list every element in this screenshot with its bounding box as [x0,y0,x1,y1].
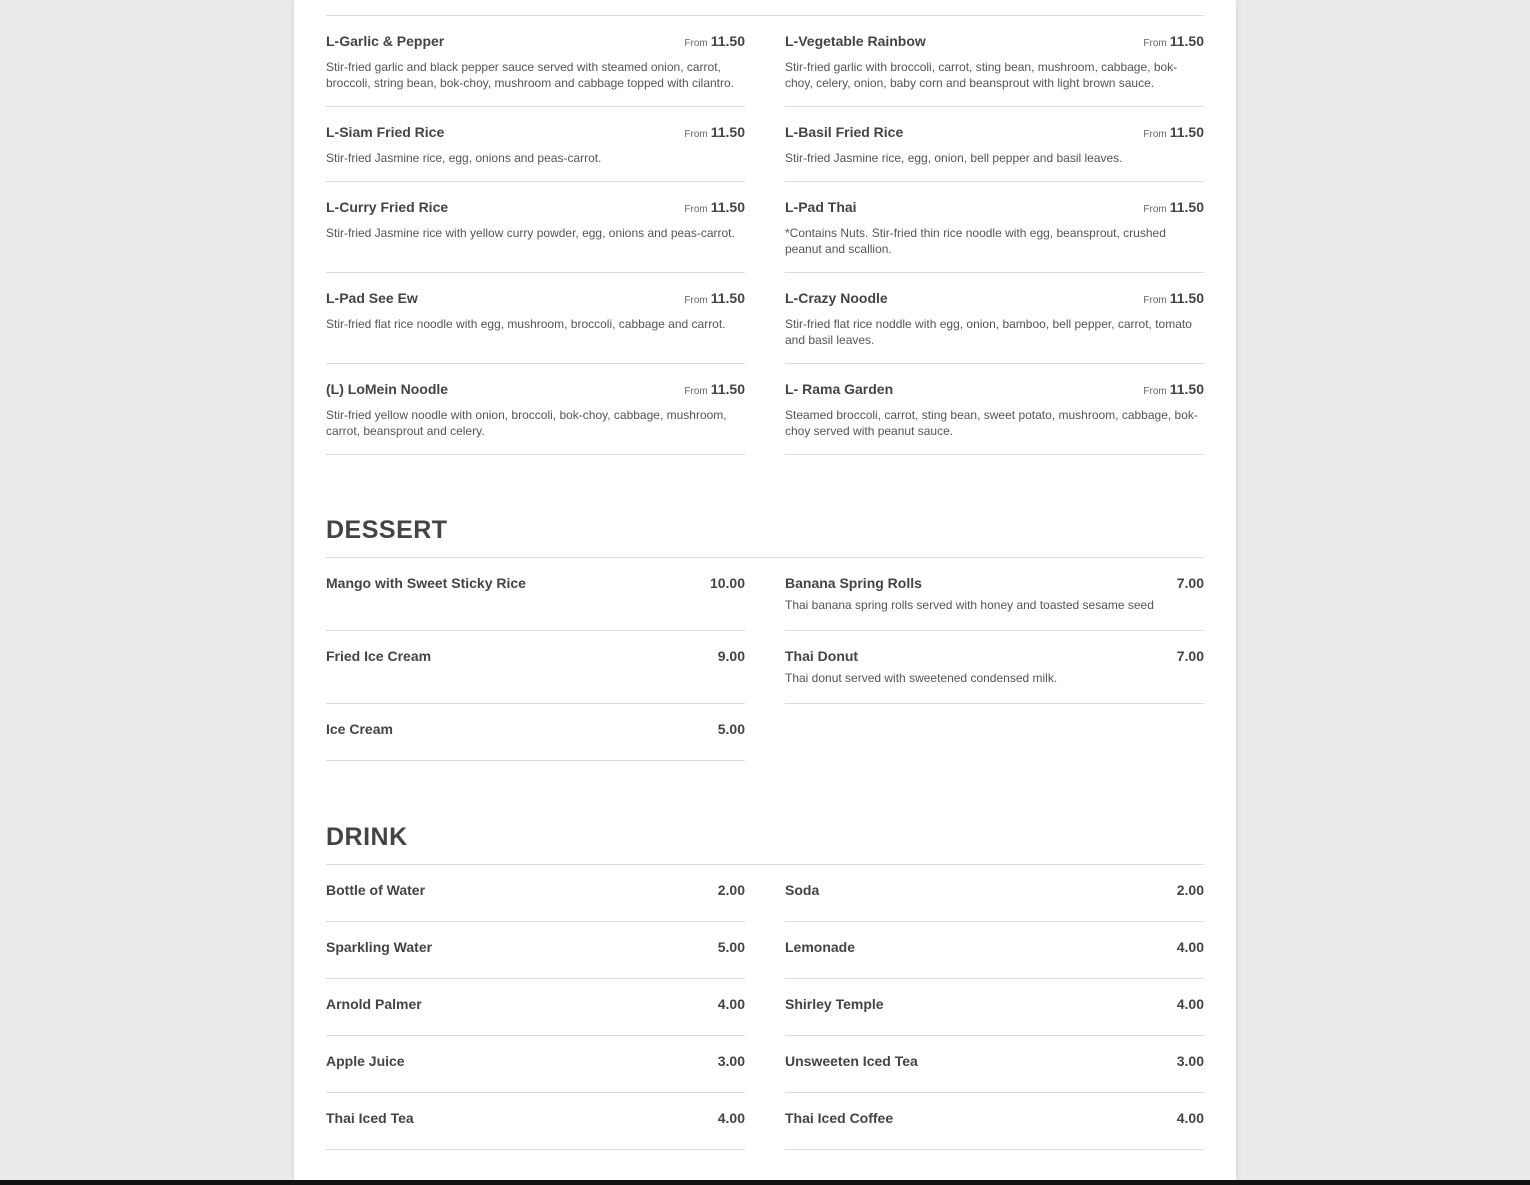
from-label: From [684,386,708,397]
item-price: 11.50 [710,381,745,397]
menu-item[interactable] [326,16,745,107]
lunch-section [326,15,1204,455]
item-name: L-Vegetable Rainbow [785,33,926,49]
item-name: Banana Spring Rolls [785,575,922,591]
item-name: Ice Cream [326,721,393,737]
item-name: L-Curry Fried Rice [326,199,449,215]
item-name: L-Siam Fried Rice [326,124,445,140]
from-label: From [684,129,708,140]
item-name: Fried Ice Cream [326,648,432,664]
menu-item[interactable] [326,1036,745,1093]
item-description: Stir-fried garlic and black pepper sauce served with steamed onion, carrot, broccoli, string bean, bok-choy, mushroom and cabbage topped with cilantro. [326,60,735,90]
item-price: 11.50 [1169,199,1204,215]
menu-item[interactable] [785,182,1204,273]
item-description: *Contains Nuts. Stir-fried thin rice noodle with egg, beansprout, crushed peanut and scallion. [785,226,1166,256]
from-label: From [1143,129,1167,140]
menu-item[interactable] [326,364,745,455]
from-label: From [1143,38,1167,49]
item-price: 3.00 [1176,1053,1204,1069]
item-name: Apple Juice [326,1053,405,1069]
menu-item[interactable] [785,107,1204,182]
menu-item[interactable] [785,922,1204,979]
item-price: 2.00 [717,882,745,898]
item-price: 10.00 [709,575,745,591]
item-price: 7.00 [1176,575,1204,591]
item-name: Shirley Temple [785,996,884,1012]
dessert-grid [326,558,1204,761]
item-name: Sparkling Water [326,939,433,955]
item-price: 11.50 [1169,381,1204,397]
item-price: 2.00 [1176,882,1204,898]
item-name: Bottle of Water [326,882,426,898]
item-description: Stir-fried garlic with broccoli, carrot, sting bean, mushroom, cabbage, bok-choy, celery, onion, baby corn and beansprout with light brown sauce. [785,60,1178,90]
item-description: Stir-fried Jasmine rice, egg, onion, bell pepper and basil leaves. [785,151,1123,165]
item-name: L-Pad Thai [785,199,857,215]
menu-item[interactable] [785,631,1204,704]
menu-item[interactable] [785,1093,1204,1150]
menu-item[interactable] [326,704,745,761]
item-name: Thai Iced Tea [326,1110,414,1126]
item-price: 4.00 [717,996,745,1012]
menu-item[interactable] [785,364,1204,455]
menu-item[interactable] [326,182,745,273]
item-description: Thai donut served with sweetened condensed milk. [785,671,1058,685]
menu-item[interactable] [785,979,1204,1036]
menu-item[interactable] [785,273,1204,364]
from-label: From [1143,295,1167,306]
menu-item[interactable] [326,922,745,979]
item-name: Unsweeten Iced Tea [785,1053,918,1069]
item-price: 5.00 [717,721,745,737]
menu-item[interactable] [785,558,1204,631]
section-title: DESSERT [326,516,1204,558]
from-label: From [684,38,708,49]
item-price: 7.00 [1176,648,1204,664]
drink-grid [326,865,1204,1150]
item-description: Stir-fried yellow noodle with onion, broccoli, bok-choy, cabbage, mushroom, carrot, beansprout and celery. [326,408,727,438]
item-name: (L) LoMein Noodle [326,381,449,397]
item-price: 11.50 [710,124,745,140]
dessert-section [326,516,1204,761]
lunch-grid [326,15,1204,455]
item-name: Soda [785,882,820,898]
from-label: From [684,295,708,306]
item-price: 11.50 [1169,124,1204,140]
item-name: L-Pad See Ew [326,290,418,306]
item-price: 9.00 [717,648,745,664]
from-label: From [684,204,708,215]
item-name: L-Garlic & Pepper [326,33,445,49]
menu-item[interactable] [326,865,745,922]
item-price: 11.50 [1169,33,1204,49]
item-price: 4.00 [1176,996,1204,1012]
item-price: 11.50 [1169,290,1204,306]
item-description: Stir-fried flat rice noodle with egg, mushroom, broccoli, cabbage and carrot. [326,317,726,331]
section-title: DRINK [326,823,1204,865]
item-price: 3.00 [717,1053,745,1069]
item-name: Thai Donut [785,648,859,664]
menu-item[interactable] [785,16,1204,107]
item-name: Mango with Sweet Sticky Rice [326,575,526,591]
menu-item[interactable] [326,979,745,1036]
menu-item[interactable] [785,865,1204,922]
item-price: 4.00 [1176,1110,1204,1126]
item-price: 4.00 [1176,939,1204,955]
item-price: 4.00 [717,1110,745,1126]
item-name: Lemonade [785,939,856,955]
item-description: Stir-fried Jasmine rice with yellow curry powder, egg, onions and peas-carrot. [326,226,735,240]
item-name: Arnold Palmer [326,996,422,1012]
item-name: L- Rama Garden [785,381,894,397]
menu-item[interactable] [785,1036,1204,1093]
menu-item[interactable] [326,273,745,364]
item-name: L-Basil Fried Rice [785,124,904,140]
from-label: From [1143,204,1167,215]
item-name: Thai Iced Coffee [785,1110,894,1126]
from-label: From [1143,386,1167,397]
item-description: Stir-fried Jasmine rice, egg, onions and peas-carrot. [326,151,602,165]
item-price: 11.50 [710,290,745,306]
menu-item[interactable] [326,1093,745,1150]
bottom-bar [0,1180,1530,1185]
item-price: 11.50 [710,33,745,49]
drink-section [326,823,1204,1150]
item-price: 5.00 [717,939,745,955]
item-name: L-Crazy Noodle [785,290,888,306]
item-description: Stir-fried flat rice noddle with egg, onion, bamboo, bell pepper, carrot, tomato and basil leaves. [785,317,1192,347]
item-description: Steamed broccoli, carrot, sting bean, sweet potato, mushroom, cabbage, bok-choy served with peanut sauce. [785,408,1198,438]
item-price: 11.50 [710,199,745,215]
menu-item[interactable] [326,558,745,631]
menu-page [294,0,1236,1180]
item-description: Thai banana spring rolls served with honey and toasted sesame seed [785,598,1154,612]
menu-item[interactable] [326,631,745,704]
menu-item[interactable] [326,107,745,182]
